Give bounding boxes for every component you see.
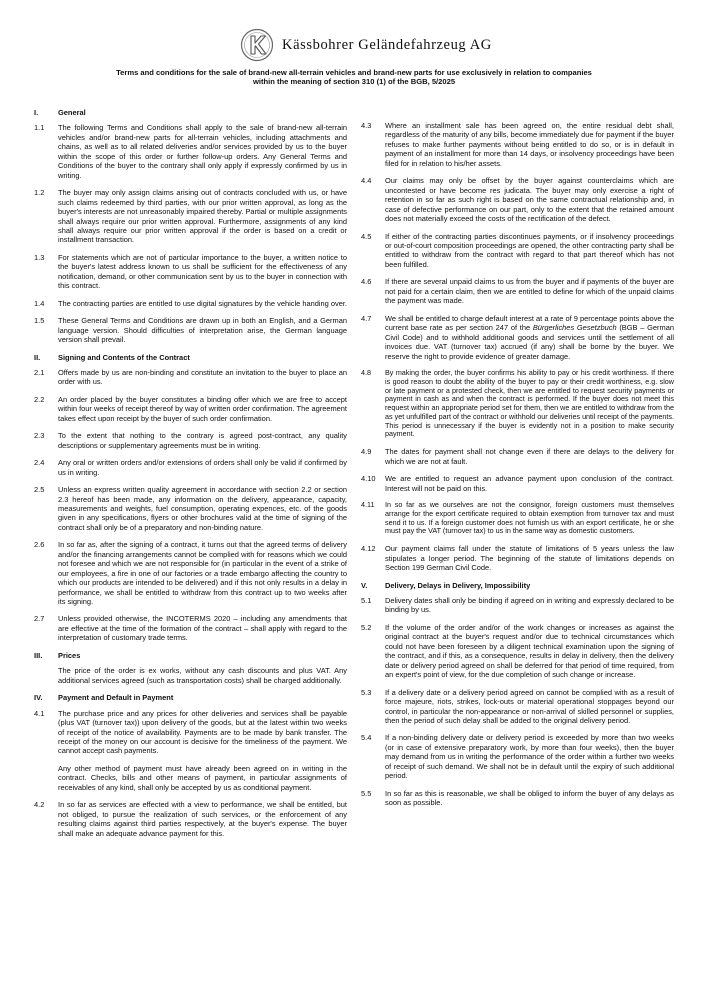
clause-1-3: 1.3 For statements which are not of particular importance to the buyer, a written notice to the buyer's latest address known to us shall be sufficient for the effectiveness of any notification, demand, or other communication sent by us to the buyer in connection with this contract.	[34, 252, 347, 291]
prices-text: The price of the order is ex works, without any cash discounts and plus VAT. Any additional services agreed (such as transportation costs) shall be charged additionally.	[58, 666, 347, 685]
clause-4-1-continued: Any other method of payment must have already been agreed on in writing in the contract. Checks, bills and other means of payment, in particular assignments of receivables of any kind, shall only be accepted by us as conditional payment.	[58, 763, 347, 792]
clause-2-7: 2.7 Unless provided otherwise, the INCOTERMS 2020 – including any amendments that are effective at the time of the formation of the contract – shall apply with regard to the interpretation of customary trade terms.	[34, 614, 347, 643]
clause-1-4: 1.4 The contracting parties are entitled to use digital signatures by the vehicle handing over.	[34, 298, 347, 308]
title-line-1: Terms and conditions for the sale of brand-new all-terrain vehicles and brand-new parts for use exclusively in relation to companies	[116, 68, 592, 77]
clause-5-2: 5.2 If the volume of the order and/or of the work changes or increases as against the original contract at the buyer's request and/or due to technical circumstances which could not have been foreseen by a diligent technical examination upon the signing of the contract, and if this, as a consequence, results in delay in delivery, then the delivery date or delivery period agreed on shall be deferred for that period of time required, from an expert's point of view, for the due completion of such change or increase.	[361, 622, 674, 680]
document-title	[50, 68, 658, 87]
clause-5-5: 5.5 In so far as this is reasonable, we shall be obliged to inform the buyer of any delays as soon as possible.	[361, 788, 674, 808]
clause-4-10: 4.10 We are entitled to request an advance payment upon conclusion of the contract. Interest will not be paid on this.	[361, 474, 674, 493]
clause-4-12: 4.12 Our payment claims fall under the statute of limitations of 5 years unless the law stipulates a longer period. The beginning of the statute of limitations depends on Section 199 German Civil Code.	[361, 544, 674, 573]
clause-4-11: 4.11 In so far as we ourselves are not the consignor, foreign customers must themselves arrange for the export certificate required to obtain exemption from turnover tax and must send it to us. If a foreign customer does not furnish us with an export certificate, he or she must pay the VAT (turnover tax) to us in the same way as domestic customers.	[361, 500, 674, 536]
clause-2-6: 2.6 In so far as, after the signing of a contract, it turns out that the agreed terms of delivery and/or the financing arrangements cannot be complied with for reasons which we could not foresee and which we are not responsible for (in particular in the event of a strike of our employees, a fire in one of our factories or a trade embargo affecting the country to which our products are intended to be delivered) and if this not only results in a delay in performance, we shall be entitled to withdraw from this contract up to two weeks after its signing.	[34, 540, 347, 607]
clause-5-3: 5.3 If a delivery date or a delivery period agreed on cannot be complied with as a result of force majeure, riots, strikes, lock-outs or material operational stoppages beyond our control, in particular the non-appearance or non-arrival of skilled personnel or supplies, then the period of such delay shall be added to the original delivery period.	[361, 687, 674, 725]
clause-1-2: 1.2 The buyer may only assign claims arising out of contracts concluded with us, or have such claims redeemed by third parties, with our prior written approval, as long as the buyer's interests are not unreasonably impaired thereby. Partial or multiple assignments shall always require our prior written approval. Furthermore, assignments of any kind shall always require our prior written approval if the order is based on a credit or installment transaction.	[34, 188, 347, 245]
clause-4-4: 4.4 Our claims may only be offset by the buyer against counterclaims which are uncontested or have become res judicata. The buyer may only exercise a right of retention in so far as such right is based on the same contractual relationship and, in case of defective performance on our part, only to the extent that the retained amount does not materially exceed the costs of the rectification of the defect.	[361, 176, 674, 224]
clause-5-1: 5.1 Delivery dates shall only be binding if agreed on in writing and expressly declared to be binding by us.	[361, 595, 674, 615]
clause-4-5: 4.5 If either of the contracting parties discontinues payments, or if insolvency proceedings or out-of-court composition proceedings are opened, the other contracting party shall be entitled to withdraw from the contract with regard to that part thereof which has not been fulfilled.	[361, 231, 674, 269]
section-heading-payment: IV. Payment and Default in Payment	[34, 693, 174, 703]
section-heading-general: I. General	[34, 108, 86, 117]
title-line-2: within the meaning of section 310 (1) of the BGB, 5/2025	[252, 77, 456, 87]
clause-4-7: 4.7 We shall be entitled to charge default interest at a rate of 9 percentage points above the current base rate as per section 247 of the Bürgerliches Gesetzbuch (BGB – German Civil Code) and to withhold additional goods and services until the settlement of all invoices due. VAT (turnover tax) accrued (if any) shall be borne by the buyer. We reserve the right to provide evidence of greater damage.	[361, 313, 674, 361]
left-column	[34, 108, 347, 846]
company-name: Kässbohrer Geländefahrzeug AG	[282, 37, 492, 53]
clause-4-3: 4.3 Where an installment sale has been agreed on, the entire residual debt shall, regardless of the maturity of any bills, become immediately due for payment if the buyer refuses to make further payments without being entitled to do so, or is in default in payment of an installment for more than 14 days, or insolvency proceedings have been filed for in relation to his/her assets.	[361, 121, 674, 168]
clause-4-1: 4.1 The purchase price and any prices for other deliveries and services shall be payable (plus VAT (turnover tax)) upon delivery of the goods, but at the latest within two weeks of receipt of the notice of availability. Payments are to be made by bank transfer. The receipt of the money on our account is decisive for the timeliness of the payment. We cannot accept cash payments.	[34, 708, 347, 756]
clause-2-5: 2.5 Unless an express written quality agreement in accordance with section 2.2 or section 2.3 hereof has been made, any information on the delivery, appearance, capacity, measurements and weights, fuel consumption, operating expences, etc. of the goods given in any specifications, flyers or other brochures valid at the time of signing of the contract shall only be of a preparatory and non-binding nature.	[34, 485, 347, 532]
section-heading-delivery: V. Delivery, Delays in Delivery, Impossibility	[361, 580, 531, 590]
document-header	[0, 28, 708, 68]
clause-1-1: 1.1 The following Terms and Conditions shall apply to the sale of brand-new all-terrain vehicles and/or brand-new parts for all-terrain vehicles, including attachments and chains, as well as to all related deliveries and/or services provided by us to the buyer within the scope of this order or further follow-up orders. Any General Terms and Conditions of the buyer to the contrary shall only apply if expressly confirmed by us in writing.	[34, 123, 347, 180]
clause-2-4: 2.4 Any oral or written orders and/or extensions of orders shall only be valid if confirmed by us in writing.	[34, 458, 347, 477]
clause-4-6: 4.6 If there are several unpaid claims to us from the buyer and if payments of the buyer are not paid for a certain claim, then we are entitled to define for which of the unpaid claims the payment was made.	[361, 277, 674, 306]
clause-2-1: 2.1 Offers made by us are non-binding and constitute an invitation to the buyer to place an order with us.	[34, 367, 347, 387]
clause-1-5: 1.5 These General Terms and Conditions are drawn up in both an English, and a German language version. Should difficulties of interpretation arise, the German language version shall prevail.	[34, 316, 347, 345]
clause-4-9: 4.9 The dates for payment shall not change even if there are delays to the delivery for which we are not at fault.	[361, 447, 674, 466]
clause-5-4: 5.4 If a non-binding delivery date or delivery period is exceeded by more than two weeks (or in case of extensive preparatory work, by more than four weeks), then the buyer may demand from us in writing the performance of the order within a further two weeks of receipt of such demand. We shall not be in default until the expiry of such additional period.	[361, 733, 674, 781]
company-logo-icon	[240, 28, 274, 62]
right-column	[361, 121, 674, 816]
clause-4-8: 4.8 By making the order, the buyer confirms his ability to pay or his credit worthiness. If there is good reason to doubt the ability of the buyer to pay or their credit worthiness, e.g. slow or late payment or a protested check, then we are entitled to request security payments or payment in cash as and when the contract is performed. If the buyer does not meet this request within an appropriate period set for them, then we are entitled to withdraw from the as yet unfulfilled part of the contract or withhold our deliveries until receipt of the payments. This period is unnecessary if the buyer is evidently not in a position to make security payment.	[361, 367, 674, 439]
section-heading-signing: II. Signing and Contents of the Contract	[34, 352, 190, 362]
clause-2-3: 2.3 To the extent that nothing to the contrary is agreed post-contract, any quality descriptions or supplementary agreements must be in writing.	[34, 431, 347, 450]
section-heading-prices: III. Prices	[34, 650, 81, 660]
clause-4-2: 4.2 In so far as services are effected with a view to performance, we shall be entitled, but not obliged, to pursue the realization of such services, or the enforcement of any resulting claims against third parties respectively, at the buyer's expense. The buyer shall make an adequate advance payment for this.	[34, 800, 347, 838]
clause-2-2: 2.2 An order placed by the buyer constitutes a binding offer which we are free to accept within four weeks of receipt thereof by way of written order confirmation. The agreement takes effect upon receipt by the buyer of such order confirmation.	[34, 394, 347, 423]
